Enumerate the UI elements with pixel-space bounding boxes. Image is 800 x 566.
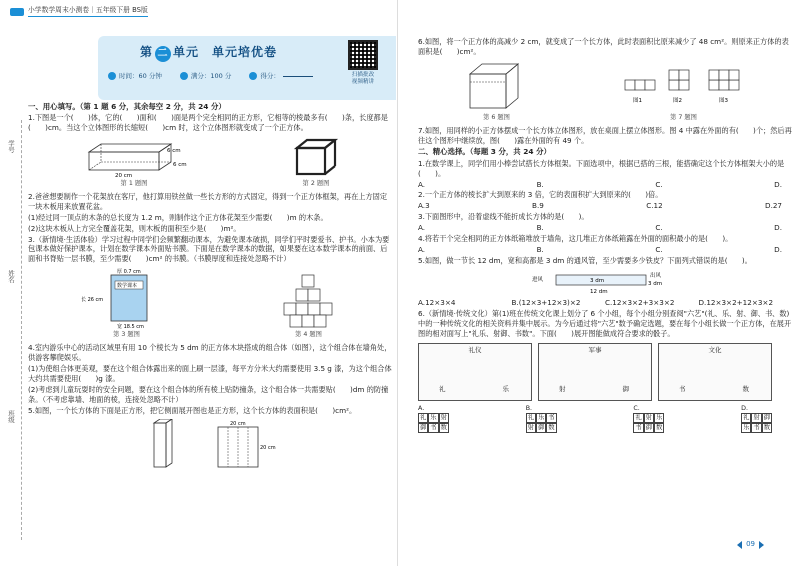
card-military-caption: 军事 [588,345,602,354]
question-2: 2.爸爸想要制作一个花架放在客厅，他打算用铁丝做一些长方形的方式固定，得到一个正方体框架，再在上方固定一块木板用来放置花盆。 [28,191,388,211]
book-thickness-label: 厚 0.7 cm [116,269,141,276]
fig1-dim-length: 20 cm [115,173,133,179]
choice-3-option-a[interactable]: A. [418,223,426,233]
question-6: 6.如图，将一个正方体的高减少 2 cm，就变成了一个长方体，此时表面积比原来减少了 48 cm²。则原来正方体的表面积是( )cm²。 [418,37,789,56]
book-width-label: 宽 18.5 cm [116,324,144,330]
net-b [526,413,557,423]
choice-3: 3.下面图形中，沿着虚线不能折成长方体的是( )。 [418,212,589,222]
choice-3-option-d[interactable]: D. [774,223,782,233]
page-number [737,540,764,550]
card-rites-label-a: 礼 [439,384,446,393]
figure-2-caption: 第 2 题图 [302,180,330,188]
net-a [418,413,449,423]
question-4: 4.室内游乐中心的活动区域里有用 10 个棱长为 5 dm 的正方体木块搭成的组合体（如图），这个组合体在墙角处，供游客攀爬娱乐。 [28,343,392,362]
choice-5-option-b[interactable]: B.(12×3+12×3)×2 [511,298,581,308]
choice-5-option-c[interactable]: C.12×3×2+3×3×2 [605,298,675,308]
figure-6-caption: 第 6 题图 [483,113,510,121]
side-label-class: 班级 [6,410,15,423]
net-a-row-2 [418,423,449,433]
option-c-label: C. [633,404,640,412]
figure-7 [619,60,749,123]
net-d [741,413,772,423]
card-rites-caption: 礼仪 [468,345,482,354]
cube-arrangements-figure [619,60,749,112]
choice-2: 2.一个正方体的棱长扩大到原来的 3 倍，它的表面积扩大到原来的( )倍。 [418,190,663,200]
card-culture-caption: 文化 [708,345,722,354]
net-cell: 乐 [538,414,545,422]
net-c [633,413,664,423]
left-content [28,100,392,472]
binding-margin [0,120,22,540]
page-number-text: 09 [746,540,755,548]
choice-5-option-d[interactable]: D.12×3×2+12×3×2 [698,298,774,308]
air-duct-icon [530,269,680,295]
cuboid-figure [79,138,189,178]
full-text: 满分：100 分 [190,72,232,80]
book-length-label: 长 26 cm [80,297,103,304]
qr-label [342,72,384,85]
unfolded-net-figure [208,419,288,469]
net-b-row-2 [526,423,557,433]
net-cell: 书 [753,424,760,432]
duct-dim-1: 3 dm [590,278,605,285]
net-cell: 乐 [430,414,437,422]
qr-label-2: 视频精讲 [351,78,375,85]
unit-title-pre: 第 [140,45,154,59]
figure-3-caption: 第 3 题图 [113,331,140,339]
choice-1-option-c[interactable]: C. [655,179,663,189]
choice-4-option-d[interactable]: D. [774,245,782,255]
fig1-dim-width: 6 cm [167,148,181,155]
card-military [538,343,652,401]
full-meta [180,72,231,81]
left-page [0,0,398,566]
card-culture-label-a: 书 [679,384,686,393]
right-page [402,0,800,566]
question-3: 3.（新情境·生活体验）学习过程中同学们会频繁翻动课本，为避免课本破损，同学们平时要爱书、护书。小本为要包课本做好保护课本，计划在数学课本外面贴书膜。下面是在数学课本的数据，如果要在这本数学课本的前面、后面和书脊贴一层书膜，至少需要( )cm² 的书膜。（书膜厚度和连接处忽略不计） [28,234,390,264]
choice-4-options [418,245,792,255]
score-meta [249,72,313,81]
figure-2 [291,136,341,189]
figure-row-6-7 [418,60,792,123]
card-rites [418,343,532,401]
pen-icon [249,72,257,80]
choice-3-option-c[interactable]: C. [655,223,663,233]
choice-2-option-a[interactable]: A.3 [418,201,430,211]
figure-7-caption: 第 7 题图 [670,113,697,121]
choice-1-option-d[interactable]: D. [774,179,782,189]
fig7-label-3: 图3 [718,97,728,104]
net-cell: 御 [763,414,770,422]
figure-1 [79,138,189,189]
choice-4-option-c[interactable]: C. [655,245,663,255]
choice-1: 1.在数学课上，同学们用小棒尝试搭长方体框架。下面选项中，根据已搭的三根，能搭确定这个长方体框架大小的是( )。 [418,158,785,178]
choice-6-option-d[interactable] [741,405,772,433]
side-label-id: 学号 [6,140,15,153]
question-7: 7.如图，用同样的小正方体摆成一个长方体立体图形，放在桌面上摆立体图形。图 4 中露在外面的有( )个；然后再往这个图形中继续放，图( )露在外面的有 49 个。 [418,125,792,145]
series-title: 小学数学周末小测卷｜五年级下册 BS版 [28,6,148,17]
figure-4 [274,269,344,340]
duct-outlet-label: 出风 [650,273,662,280]
prev-page-icon[interactable] [737,541,742,549]
choice-5: 5.如图，做一节长 12 dm，宽和高都是 3 dm 的通风管，至少需要多少铁皮？下面列式错误的是( )。 [418,256,752,266]
series-logo-icon [10,8,24,16]
net-cell: 数 [763,424,770,432]
choice-1-option-b[interactable]: B. [536,179,544,189]
series-header [10,6,148,17]
option-d-label: D. [741,404,748,412]
time-meta [108,72,162,81]
tall-cuboid-figure [148,419,178,469]
cube-cut-figure [462,60,532,112]
option-a-label: A. [418,404,425,412]
figure-3 [77,267,177,340]
unit-banner [98,36,396,100]
clock-icon [108,72,116,80]
six-arts-cards [418,343,792,401]
net-cell: 书 [430,424,437,432]
choice-2-option-d[interactable]: D.27 [765,201,782,211]
choice-5-options [418,298,792,308]
fig1-dim-height: 6 cm [173,162,187,169]
choice-6-option-c[interactable] [633,405,664,433]
net-cell: 礼 [743,414,750,422]
choice-1-options [418,180,792,190]
net-cell: 射 [753,414,760,422]
question-2-1: (1)经过同一顶点的木条的总长度为 1.2 m，则制作这个正方体花架至少需要( )m 的木条。 [28,212,328,222]
choice-6: 6.（新情境·传统文化）第(1)班在传统文化课上划分了 6 个小组，每个小组分别查阅"六艺"(礼、乐、射、御、书、数)中的一种传统文化的相关资料并集中展示。为今后通过将"六艺"数予确定选题，要在每个小组长做一个正方体，在展开图的相对面写上"礼乐、射御、书数"。下面( )展开图能做成符合要求的骰子。 [418,308,792,338]
question-2-2: (2)这块木板从上方完全覆盖花架，则木板的面积至少是( )m²。 [28,223,241,233]
next-page-icon[interactable] [759,541,764,549]
book-figure [77,267,177,329]
choice-2-option-c[interactable]: C.12 [646,201,663,211]
unit-title [140,44,277,62]
choice-5-option-a[interactable]: A.12×3×4 [418,298,456,308]
choice-3-options [418,223,792,233]
score-blank[interactable] [283,76,313,77]
net-c-row-2 [633,423,664,433]
qr-label-1: 扫描批改 [351,72,375,78]
duct-figure [418,269,792,295]
net-cell: 御 [645,424,652,432]
net-cell: 射 [440,414,447,422]
unit-title-post: 单元 单元培优卷 [173,45,278,59]
fig5-side-label: 20 cm [260,444,276,451]
fig5-top-label: 20 cm [230,420,246,427]
net-cell: 礼 [527,414,534,422]
net-cell: 乐 [656,414,663,422]
duct-dim-3: 12 dm [590,289,608,296]
unit-number: 二 [155,46,171,62]
choice-4: 4.将若干个完全相同的正方体纸箱堆放于墙角，这几堆正方体纸箱露在外面的面积最小的是( )。 [418,234,733,244]
duct-inlet-label: 进风 [532,277,544,284]
choice-6-option-a[interactable] [418,405,449,433]
figure-row-3-4 [28,267,392,340]
fig7-label-1: 图1 [632,97,642,104]
card-military-label-a: 射 [559,384,566,393]
qr-code-icon[interactable] [348,40,378,70]
figure-row-1-2 [28,136,392,189]
card-culture [658,343,772,401]
choice-3-option-b[interactable]: B. [536,223,544,233]
net-cell: 礼 [635,414,642,422]
figure-1-caption: 第 1 题图 [120,180,148,188]
net-cell: 礼 [420,414,427,422]
section-title-fill: 一、用心填写。（第 1 题 6 分，其余每空 2 分，共 24 分） [28,102,226,111]
choice-2-option-b[interactable]: B.9 [532,201,544,211]
side-label-name: 姓名 [6,270,15,283]
net-cell: 射 [527,424,534,432]
figure-4-caption: 第 4 题图 [295,331,322,339]
net-cell: 数 [440,424,447,432]
question-1: 1.下图是一个( )体，它的( )面和( )面是两个完全相同的正方形，它相等的棱最多有( )条，长度都是( )cm。当这个立体图形的长缩短( )cm 时，这个立体图形就变成了一个正方体。 [28,113,388,133]
net-cell: 射 [645,414,652,422]
choice-1-option-a[interactable]: A. [418,179,426,189]
choice-4-option-b[interactable]: B. [536,245,544,255]
figure-5 [28,419,392,469]
net-cell: 书 [548,414,555,422]
choice-6-options [418,405,792,433]
score-text: 得分： [260,72,280,80]
net-cell: 御 [420,424,427,432]
question-5: 5.如图，一个长方体的下面是正方形，把它侧面展开图也是正方形，这个长方体的表面积是( )cm²。 [28,405,357,415]
question-4-2: (2)考虑到儿童玩耍时的安全问题，要在这个组合体的所有棱上贴防撞条，这个组合体一共需要贴( )dm 的防撞条。（不考虑靠墙、地面的棱，连接处忽略不计） [28,384,389,404]
net-d-row-2 [741,423,772,433]
option-b-label: B. [525,404,533,412]
fig7-label-2: 图2 [672,97,682,104]
card-military-label-b: 御 [622,384,629,393]
time-text: 时间：60 分钟 [119,72,162,80]
question-4-1: (1)为使组合体更美观，要在这个组合体露出来的面上刷一层漆，每平方分米大约需要使用 3.5 g 漆，为这个组合体大约共需要使用( )g 漆。 [28,363,392,383]
score-icon [180,72,188,80]
choice-4-option-a[interactable]: A. [418,245,426,255]
card-culture-label-b: 数 [742,384,749,393]
net-cell: 书 [635,424,642,432]
stacked-cubes-figure [274,269,344,329]
cube-frame-figure [291,136,341,178]
book-title-label: 数学课本 [116,283,137,290]
exam-meta [108,72,313,81]
choice-2-options [418,201,792,211]
net-cell: 乐 [743,424,750,432]
right-content [418,36,792,433]
duct-dim-2: 3 dm [648,281,663,288]
figure-6 [462,60,532,123]
choice-6-option-b[interactable] [526,405,557,433]
net-cell: 数 [548,424,555,432]
card-rites-label-b: 乐 [502,384,509,393]
net-cell: 数 [656,424,663,432]
section-title-choice: 二、精心选择。（每题 3 分，共 24 分） [418,147,551,157]
net-cell: 御 [538,424,545,432]
